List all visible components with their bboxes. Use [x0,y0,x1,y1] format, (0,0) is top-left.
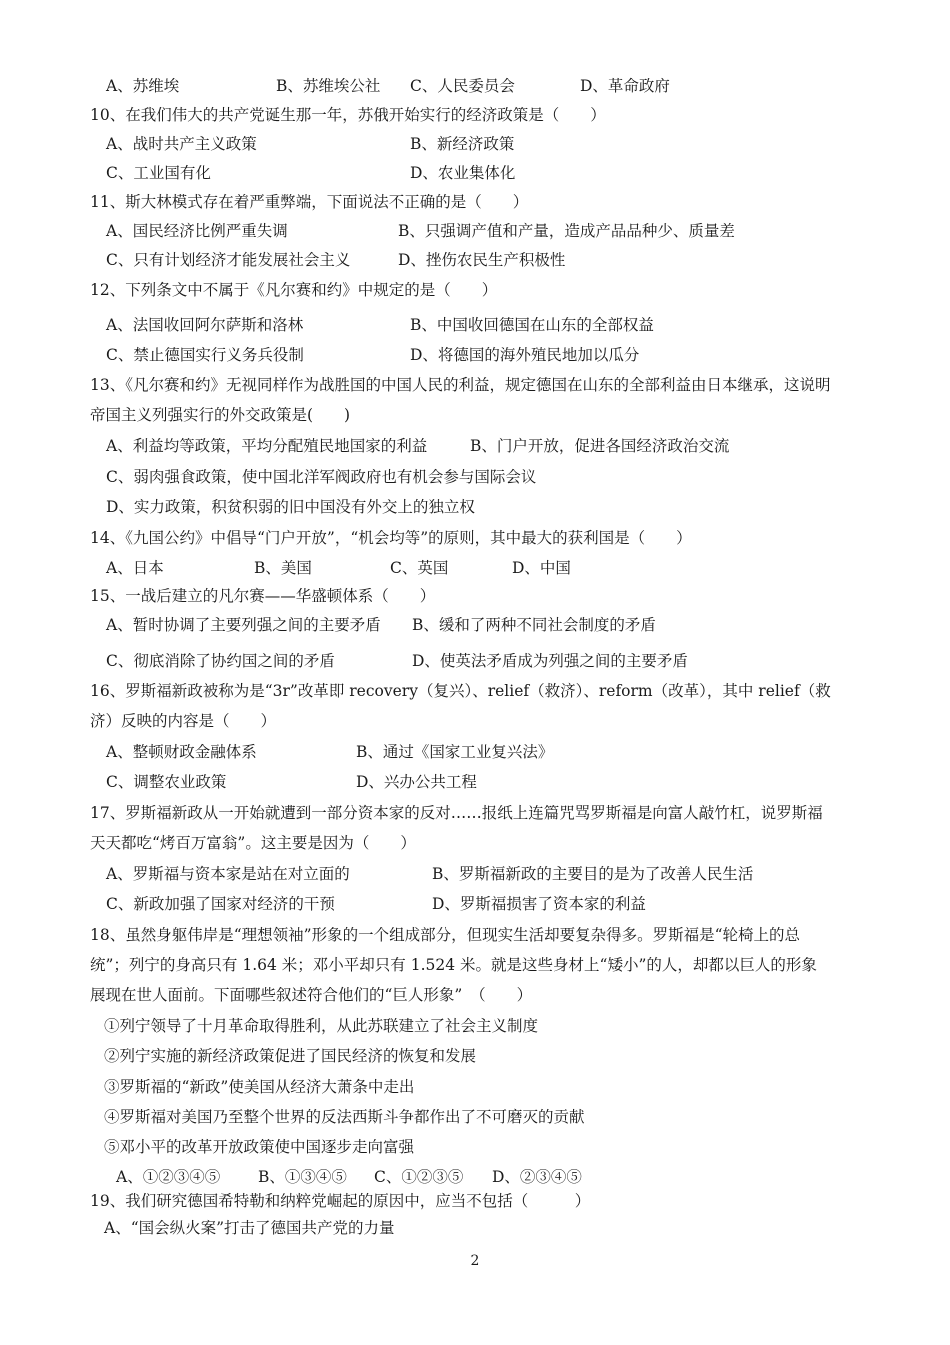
q18-statement-5: ⑤邓小平的改革开放政策使中国逐步走向富强 [104,1138,415,1156]
question-16-line-2: 济）反映的内容是（ ） [90,712,277,730]
q16-option-b: B、通过《国家工业复兴法》 [356,743,554,761]
question-12: 12、下列条文中不属于《凡尔赛和约》中规定的是（ ） [90,281,498,299]
question-18-line-2: 统”；列宁的身高只有 1.64 米；邓小平却只有 1.524 米。就是这些身材上“矮小”的人，却都以巨人的形象 [90,956,817,974]
question-19: 19、我们研究德国希特勒和纳粹党崛起的原因中，应当不包括（ ） [90,1192,591,1210]
q12-option-d: D、将德国的海外殖民地加以瓜分 [410,346,640,364]
q16-option-c: C、调整农业政策 [106,773,227,791]
q19-option-a: A、“国会纵火案”打击了德国共产党的力量 [104,1219,395,1237]
q15-option-a: A、暂时协调了主要列强之间的主要矛盾 [106,616,381,634]
q12-option-b: B、中国收回德国在山东的全部权益 [410,316,654,334]
q18-statement-1: ①列宁领导了十月革命取得胜利，从此苏联建立了社会主义制度 [104,1017,539,1035]
q10-option-d: D、农业集体化 [410,164,516,182]
q10-option-a: A、战时共产主义政策 [106,135,257,153]
question-18-line-1: 18、虽然身躯伟岸是“理想领袖”形象的一个组成部分，但现实生活却要复杂得多。罗斯福是“轮椅上的总 [90,926,800,944]
q9-option-b: B、苏维埃公社 [276,77,381,95]
q11-option-a: A、国民经济比例严重失调 [106,222,288,240]
q12-option-a: A、法国收回阿尔萨斯和洛林 [106,316,304,334]
q18-statement-2: ②列宁实施的新经济政策促进了国民经济的恢复和发展 [104,1047,477,1065]
q18-option-a: A、①②③④⑤ [116,1168,221,1186]
q10-option-b: B、新经济政策 [410,135,515,153]
q9-option-c: C、人民委员会 [410,77,515,95]
q15-option-b: B、缓和了两种不同社会制度的矛盾 [412,616,656,634]
question-10: 10、在我们伟大的共产党诞生那一年，苏俄开始实行的经济政策是（ ） [90,106,606,124]
q11-option-b: B、只强调产值和产量，造成产品品种少、质量差 [398,222,735,240]
question-14: 14、《九国公约》中倡导“门户开放”，“机会均等”的原则，其中最大的获利国是（ ） [90,529,692,547]
q17-option-c: C、新政加强了国家对经济的干预 [106,895,335,913]
q17-option-b: B、罗斯福新政的主要目的是为了改善人民生活 [432,865,754,883]
q18-option-b: B、①③④⑤ [258,1168,347,1186]
q17-option-a: A、罗斯福与资本家是站在对立面的 [106,865,350,883]
q18-option-c: C、①②③⑤ [374,1168,464,1186]
q13-option-d: D、实力政策，积贫积弱的旧中国没有外交上的独立权 [106,498,475,516]
question-18-line-3: 展现在世人面前。下面哪些叙述符合他们的“巨人形象” （ ） [90,986,533,1004]
q10-option-c: C、工业国有化 [106,164,211,182]
q13-option-a: A、利益均等政策，平均分配殖民地国家的利益 [106,437,428,455]
q13-option-b: B、门户开放，促进各国经济政治交流 [470,437,730,455]
q18-option-d: D、②③④⑤ [492,1168,582,1186]
q14-option-a: A、日本 [106,559,164,577]
q9-option-a: A、苏维埃 [106,77,180,95]
q18-statement-3: ③罗斯福的“新政”使美国从经济大萧条中走出 [104,1078,415,1096]
q17-option-d: D、罗斯福损害了资本家的利益 [432,895,646,913]
q11-option-d: D、挫伤农民生产积极性 [398,251,566,269]
question-17-line-1: 17、罗斯福新政从一开始就遭到一部分资本家的反对……报纸上连篇咒骂罗斯福是向富人敲竹杠，说罗斯福 [90,804,823,822]
q14-option-d: D、中国 [512,559,571,577]
q18-statement-4: ④罗斯福对美国乃至整个世界的反法西斯斗争都作出了不可磨灭的贡献 [104,1108,585,1126]
q9-option-d: D、革命政府 [580,77,670,95]
q11-option-c: C、只有计划经济才能发展社会主义 [106,251,351,269]
q16-option-d: D、兴办公共工程 [356,773,477,791]
q14-option-c: C、英国 [390,559,449,577]
question-13-line-1: 13、《凡尔赛和约》无视同样作为战胜国的中国人民的利益，规定德国在山东的全部利益由日本继承，这说明 [90,376,831,394]
q16-option-a: A、整顿财政金融体系 [106,743,257,761]
question-15: 15、一战后建立的凡尔赛——华盛顿体系（ ） [90,587,436,605]
q12-option-c: C、禁止德国实行义务兵役制 [106,346,304,364]
q14-option-b: B、美国 [254,559,312,577]
question-13-line-2: 帝国主义列强实行的外交政策是( ) [90,406,351,424]
question-11: 11、斯大林模式存在着严重弊端，下面说法不正确的是（ ） [90,193,529,211]
page-number: 2 [470,1253,480,1269]
q15-option-c: C、彻底消除了协约国之间的矛盾 [106,652,335,670]
q13-option-c: C、弱肉强食政策，使中国北洋军阀政府也有机会参与国际会议 [106,468,537,486]
q15-option-d: D、使英法矛盾成为列强之间的主要矛盾 [412,652,688,670]
question-17-line-2: 天天都吃“烤百万富翁”。这主要是因为（ ） [90,834,416,852]
question-16-line-1: 16、罗斯福新政被称为是“3r”改革即 recovery（复兴）、relief（救济）、reform（改革），其中 relief（救 [90,682,831,700]
